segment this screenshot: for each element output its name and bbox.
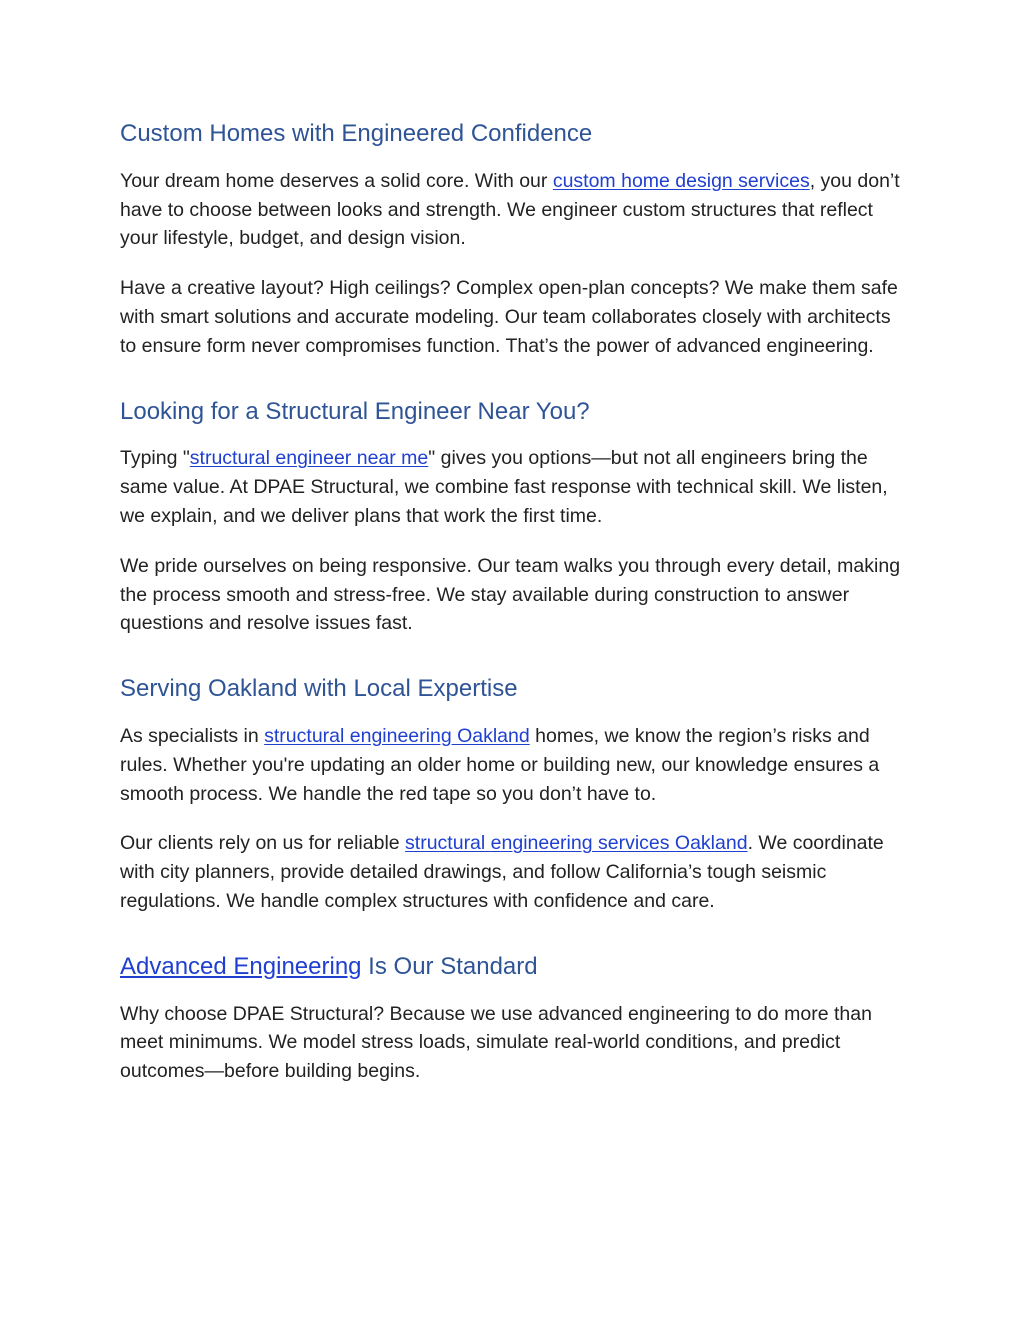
- paragraph-custom-homes-1: [120, 167, 910, 253]
- link-structural-engineer-near-me[interactable]: structural engineer near me: [189, 447, 429, 470]
- text-segment: . We coordinate with city planners, provide detailed drawings, and follow California’s tough seismic regulations. We handle complex structures with confidence and care.: [120, 832, 884, 912]
- paragraph-oakland-2: [120, 829, 910, 915]
- heading-custom-homes: Custom Homes with Engineered Confidence: [120, 120, 593, 147]
- heading-structural-engineer-near-you: Looking for a Structural Engineer Near You?: [120, 397, 590, 425]
- text-segment: Typing ": [120, 447, 190, 470]
- paragraph-custom-homes-2: Have a creative layout? High ceilings? Complex open-plan concepts? We make them safe with smart solutions and accurate modeling. Our team collaborates closely with architects to ensure form never compromises function. That’s the power of advanced engineering.: [120, 277, 898, 357]
- paragraph-oakland-1: [120, 722, 910, 808]
- text-segment: Your dream home deserves a solid core. With our: [120, 169, 553, 192]
- text-segment: " gives you options—but not all engineers bring the same value. At DPAE Structural, we combine fast response with technical skill. We listen, we explain, and we deliver plans that work the first time.: [120, 447, 888, 527]
- heading-advanced-engineering: [120, 937, 910, 1000]
- link-structural-engineering-services-oakland[interactable]: structural engineering services Oakland: [405, 832, 748, 855]
- paragraph-near-you-2: We pride ourselves on being responsive. Our team walks you through every detail, making the process smooth and stress-free. We stay available during construction to answer questions and resolve issues fast.: [120, 554, 901, 635]
- text-segment: Our clients rely on us for reliable: [120, 832, 406, 855]
- text-segment: As specialists in: [120, 724, 265, 747]
- link-structural-engineering-oakland[interactable]: structural engineering Oakland: [264, 724, 530, 747]
- paragraph-near-you-1: [120, 444, 910, 530]
- heading-serving-oakland: Serving Oakland with Local Expertise: [120, 675, 518, 703]
- text-segment: , you don’t have to choose between looks and strength. We engineer custom structures that reflect your lifestyle, budget, and design vision.: [120, 169, 900, 250]
- document-page: [120, 108, 910, 1107]
- link-custom-home-design-services[interactable]: custom home design services: [552, 169, 810, 192]
- heading-text-segment: Is Our Standard: [361, 952, 538, 980]
- paragraph-advanced-engineering-1: Why choose DPAE Structural? Because we use advanced engineering to do more than meet minimums. We model stress loads, simulate real-world conditions, and predict outcomes—before building begins.: [120, 1002, 872, 1083]
- link-advanced-engineering[interactable]: Advanced Engineering: [120, 952, 362, 980]
- text-segment: homes, we know the region’s risks and rules. Whether you're updating an older home or building new, our knowledge ensures a smooth process. We handle the red tape so you don’t have to.: [120, 724, 880, 805]
